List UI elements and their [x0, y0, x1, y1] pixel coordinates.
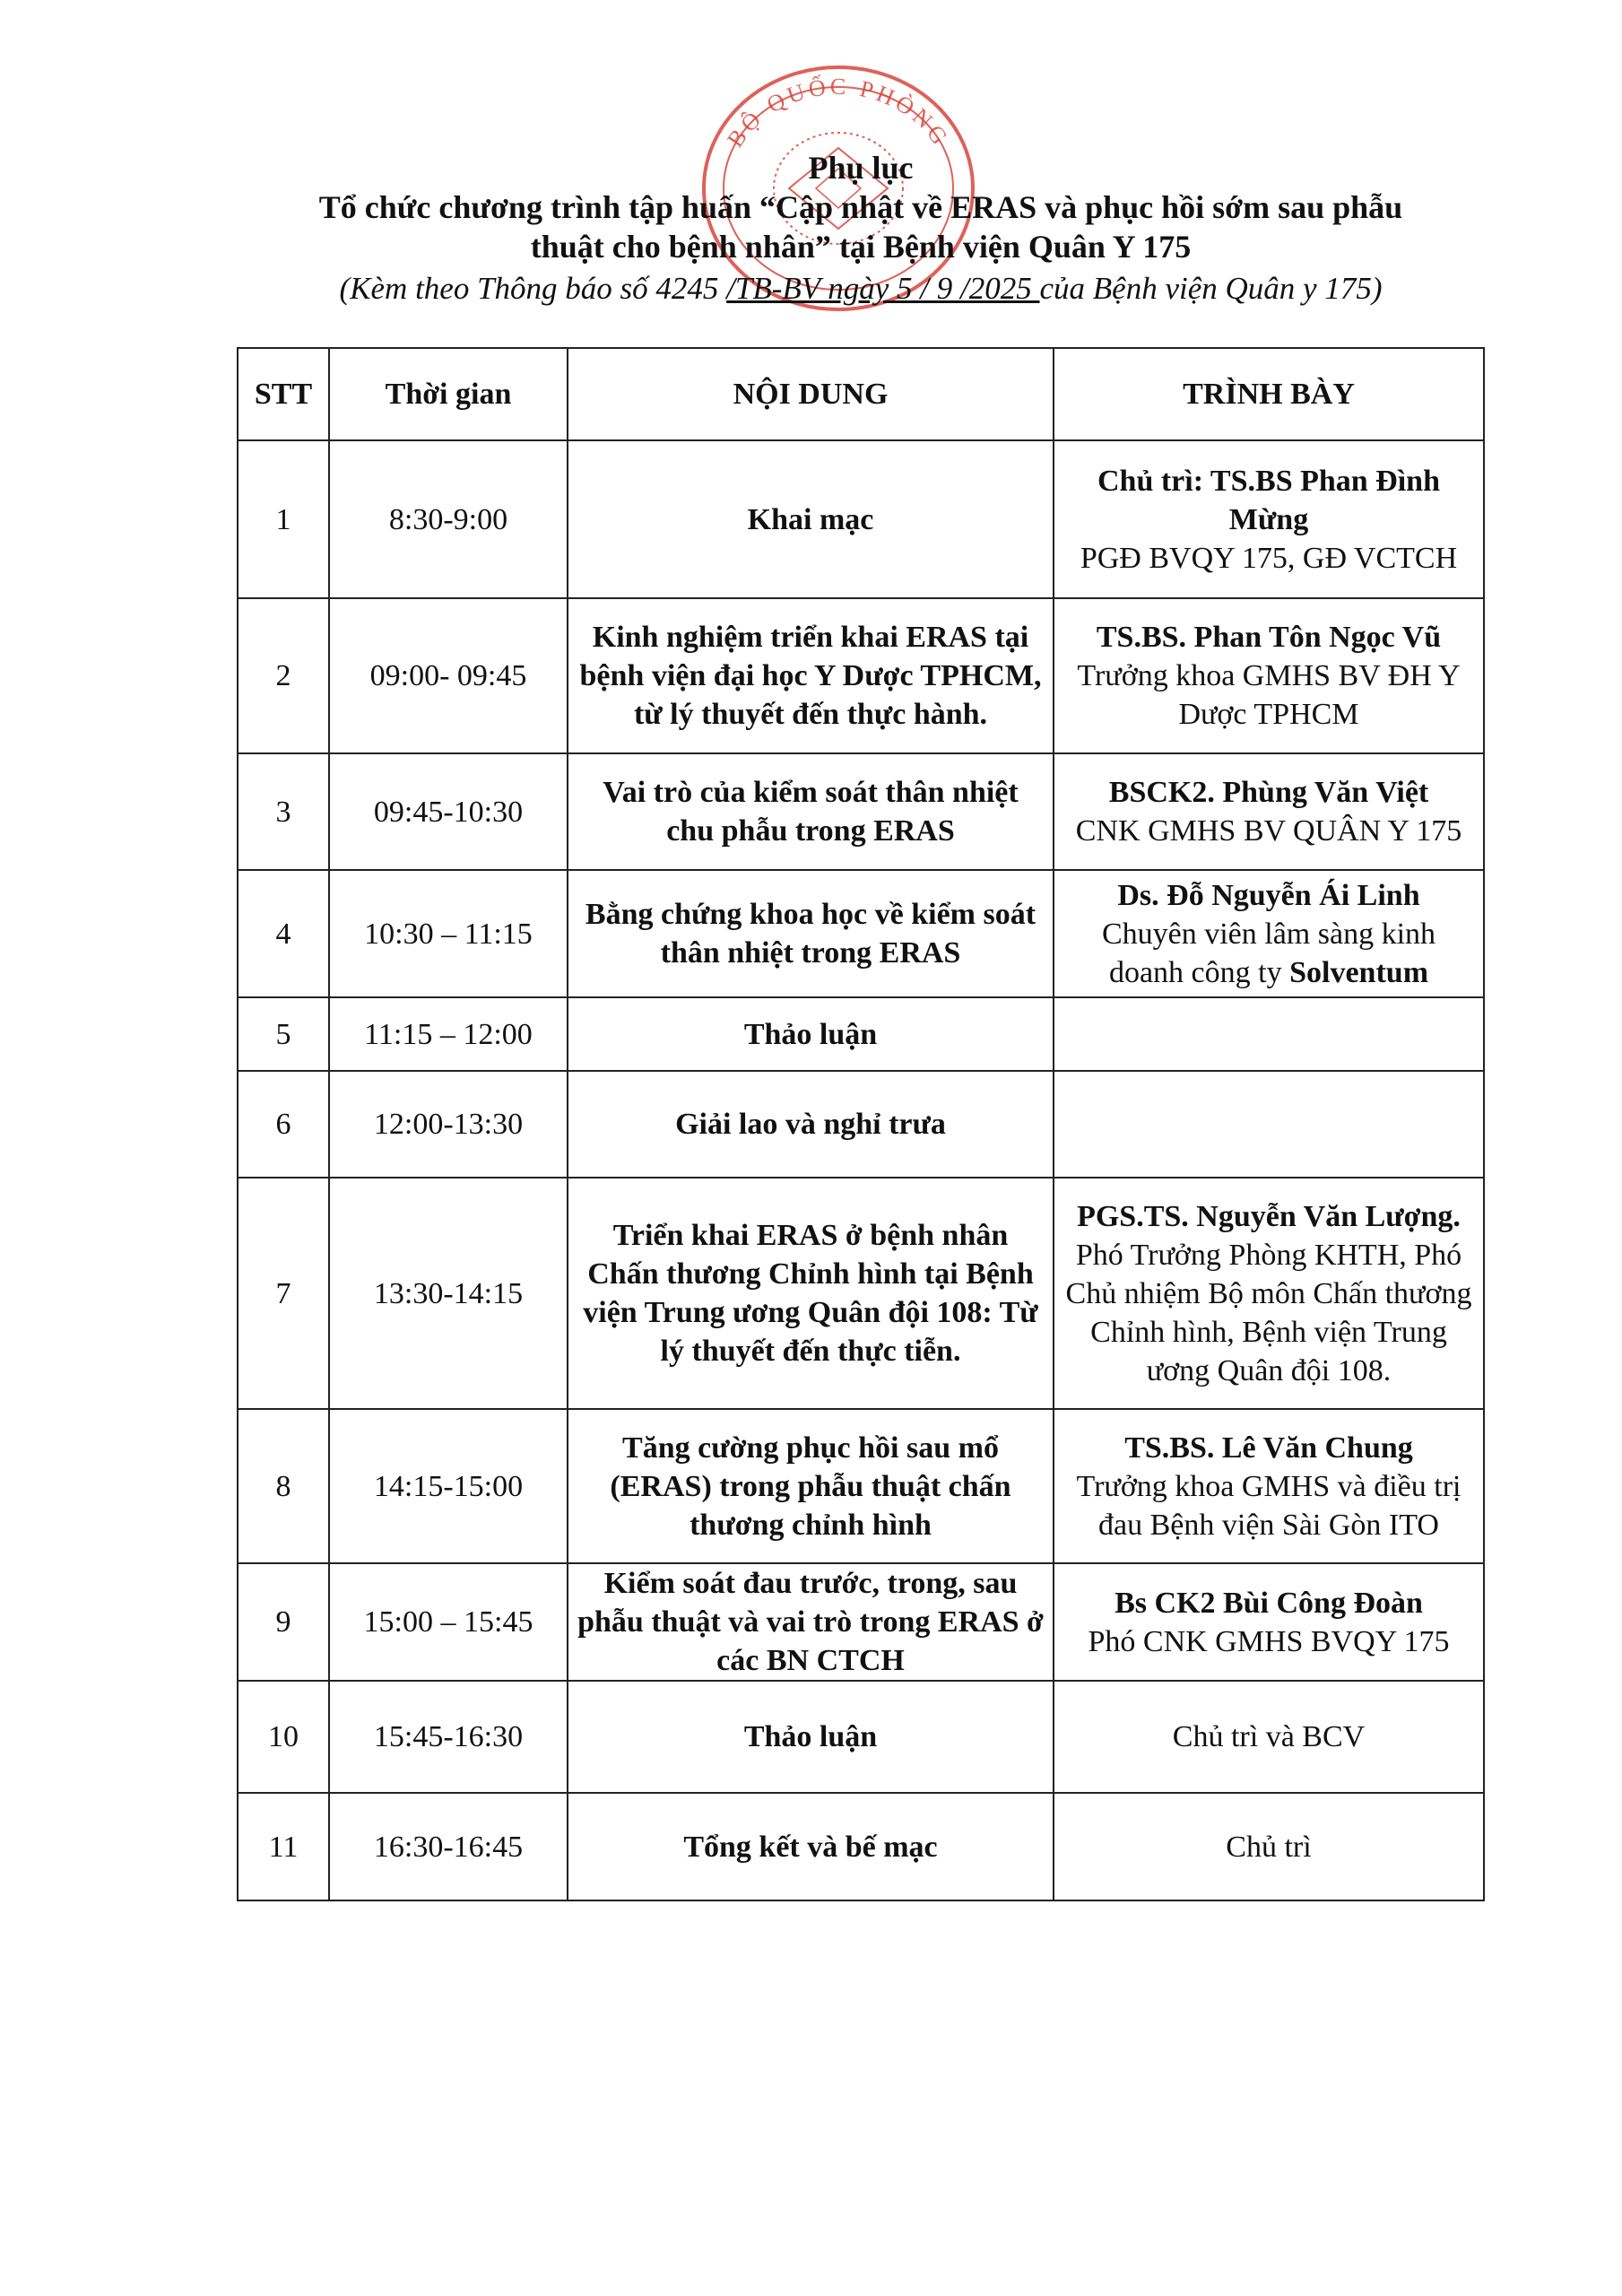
- cell-presenter: [1054, 753, 1484, 870]
- presenter-name: Ds. Đỗ Nguyễn Ái Linh: [1117, 878, 1420, 912]
- cell-time: 14:15-15:00: [329, 1409, 568, 1563]
- table-header-row: [238, 348, 1484, 440]
- cell-time: 16:30-16:45: [329, 1793, 568, 1900]
- header-time: Thời gian: [329, 348, 568, 440]
- cell-presenter: [1054, 598, 1484, 753]
- cell-stt: 3: [238, 753, 329, 870]
- reference-note: [224, 268, 1497, 309]
- table-row: [238, 1178, 1484, 1409]
- presenter-role: Chủ trì và BCV: [1172, 1720, 1366, 1753]
- header-presenter: TRÌNH BÀY: [1054, 348, 1484, 440]
- table-row: [238, 997, 1484, 1071]
- cell-content: Thảo luận: [568, 997, 1054, 1071]
- presenter-role: Phó CNK GMHS BVQY 175: [1088, 1624, 1450, 1658]
- table-row: [238, 753, 1484, 870]
- document-heading: [224, 148, 1497, 309]
- note-underlined: /TB-BV ngày 5 / 9 /2025: [726, 271, 1040, 306]
- cell-presenter: [1054, 440, 1484, 598]
- presenter-name: BSCK2. Phùng Văn Việt: [1108, 776, 1429, 809]
- table-row: [238, 1409, 1484, 1563]
- cell-stt: 9: [238, 1563, 329, 1681]
- cell-time: 10:30 – 11:15: [329, 870, 568, 997]
- presenter-name: TS.BS. Phan Tôn Ngọc Vũ: [1096, 621, 1442, 654]
- cell-time: 09:45-10:30: [329, 753, 568, 870]
- cell-stt: 2: [238, 598, 329, 753]
- cell-content: Bằng chứng khoa học về kiểm soát thân nhiệt trong ERAS: [568, 870, 1054, 997]
- title-line-1: Tổ chức chương trình tập huấn “Cập nhật về ERAS và phục hồi sớm sau phẫu: [318, 189, 1403, 225]
- cell-time: 11:15 – 12:00: [329, 997, 568, 1071]
- cell-content: Kiểm soát đau trước, trong, sau phẫu thuật và vai trò trong ERAS ở các BN CTCH: [568, 1563, 1054, 1681]
- cell-presenter: [1054, 997, 1484, 1071]
- cell-presenter: [1054, 1793, 1484, 1900]
- header-content: NỘI DUNG: [568, 348, 1054, 440]
- cell-content: Khai mạc: [568, 440, 1054, 598]
- presenter-role: Phó Trưởng Phòng KHTH, Phó Chủ nhiệm Bộ môn Chấn thương Chỉnh hình, Bệnh viện Trung ương Quân đội 108.: [1065, 1238, 1472, 1387]
- table-row: [238, 598, 1484, 753]
- agenda-table: [237, 347, 1485, 1901]
- appendix-label: Phụ lục: [808, 150, 914, 186]
- cell-stt: 8: [238, 1409, 329, 1563]
- cell-content: Thảo luận: [568, 1681, 1054, 1793]
- table-row: [238, 1793, 1484, 1900]
- cell-content: Giải lao và nghỉ trưa: [568, 1071, 1054, 1178]
- presenter-role: PGĐ BVQY 175, GĐ VCTCH: [1080, 541, 1458, 575]
- table-row: [238, 440, 1484, 598]
- cell-presenter: [1054, 1178, 1484, 1409]
- cell-presenter: [1054, 1071, 1484, 1178]
- presenter-role: Trưởng khoa GMHS BV ĐH Y Dược TPHCM: [1077, 659, 1461, 731]
- presenter-role: CNK GMHS BV QUÂN Y 175: [1075, 814, 1462, 848]
- presenter-name: Chủ trì: TS.BS Phan Đình Mừng: [1097, 464, 1441, 536]
- cell-content: Kinh nghiệm triển khai ERAS tại bệnh viện đại học Y Dược TPHCM, từ lý thuyết đến thực hành.: [568, 598, 1054, 753]
- note-prefix: (Kèm theo Thông báo số 4245: [339, 271, 727, 306]
- table-row: [238, 870, 1484, 997]
- cell-time: 15:00 – 15:45: [329, 1563, 568, 1681]
- cell-content: Tăng cường phục hồi sau mổ (ERAS) trong phẫu thuật chấn thương chỉnh hình: [568, 1409, 1054, 1563]
- cell-stt: 6: [238, 1071, 329, 1178]
- title-line-2: thuật cho bệnh nhân” tại Bệnh viện Quân Y 175: [530, 229, 1192, 265]
- table-row: [238, 1681, 1484, 1793]
- cell-presenter: [1054, 1563, 1484, 1681]
- cell-stt: 11: [238, 1793, 329, 1900]
- cell-stt: 5: [238, 997, 329, 1071]
- cell-presenter: [1054, 1681, 1484, 1793]
- cell-content: Tổng kết và bế mạc: [568, 1793, 1054, 1900]
- presenter-name: Bs CK2 Bùi Công Đoàn: [1115, 1586, 1423, 1620]
- presenter-name: TS.BS. Lê Văn Chung: [1124, 1431, 1413, 1465]
- cell-stt: 1: [238, 440, 329, 598]
- cell-stt: 10: [238, 1681, 329, 1793]
- cell-time: 13:30-14:15: [329, 1178, 568, 1409]
- cell-time: 8:30-9:00: [329, 440, 568, 598]
- cell-stt: 4: [238, 870, 329, 997]
- cell-time: 09:00- 09:45: [329, 598, 568, 753]
- note-suffix: của Bệnh viện Quân y 175): [1039, 271, 1383, 306]
- cell-presenter: [1054, 870, 1484, 997]
- presenter-role-text: Chuyên viên lâm sàng kinh doanh công ty: [1101, 917, 1436, 989]
- cell-content: Vai trò của kiểm soát thân nhiệt chu phẫu trong ERAS: [568, 753, 1054, 870]
- svg-text:BỘ QUỐC PHÒNG: BỘ QUỐC PHÒNG: [722, 73, 955, 152]
- cell-content: Triển khai ERAS ở bệnh nhân Chấn thương Chỉnh hình tại Bệnh viện Trung ương Quân đội 108: Từ lý thuyết đến thực tiễn.: [568, 1178, 1054, 1409]
- presenter-role: [1062, 915, 1476, 992]
- cell-time: 12:00-13:30: [329, 1071, 568, 1178]
- presenter-role: Chủ trì: [1226, 1830, 1312, 1864]
- presenter-role: Trưởng khoa GMHS và điều trị đau Bệnh viện Sài Gòn ITO: [1076, 1469, 1462, 1542]
- cell-time: 15:45-16:30: [329, 1681, 568, 1793]
- cell-presenter: [1054, 1409, 1484, 1563]
- table-row: [238, 1071, 1484, 1178]
- cell-stt: 7: [238, 1178, 329, 1409]
- table-row: [238, 1563, 1484, 1681]
- presenter-org: Solventum: [1289, 955, 1429, 989]
- header-stt: STT: [238, 348, 329, 440]
- presenter-name: PGS.TS. Nguyễn Văn Lượng.: [1077, 1199, 1461, 1233]
